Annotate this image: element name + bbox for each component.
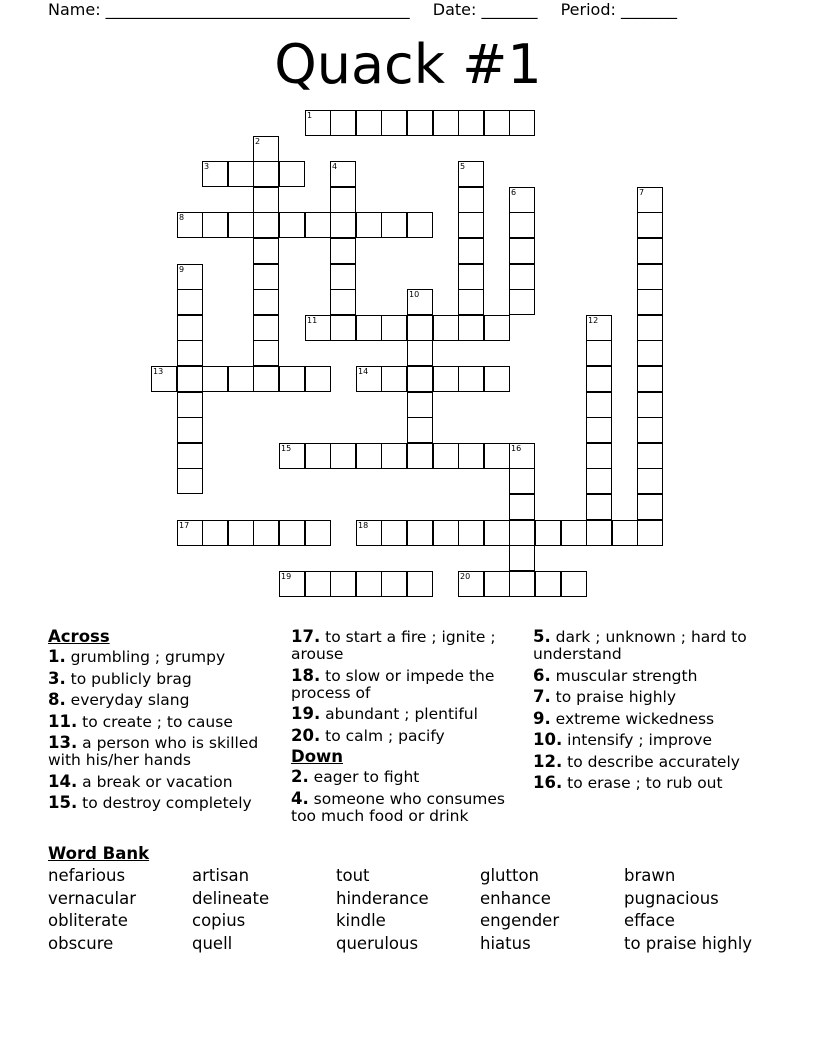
grid-cell[interactable] — [253, 136, 279, 162]
grid-cell[interactable] — [586, 366, 612, 392]
grid-cell[interactable] — [228, 212, 254, 238]
grid-cell[interactable] — [637, 520, 663, 546]
clue-item-text: abundant ; plentiful — [320, 705, 478, 723]
clue-item — [533, 774, 769, 792]
grid-cell[interactable] — [228, 366, 254, 392]
grid-cell[interactable] — [458, 571, 484, 597]
grid-cell[interactable] — [586, 315, 612, 341]
clue-number: 9 — [179, 265, 185, 274]
clue-item — [533, 667, 769, 685]
clue-number: 20 — [460, 572, 471, 581]
clue-item — [533, 753, 769, 771]
clue-item — [48, 734, 280, 769]
clue-item-number: 16. — [533, 773, 563, 792]
grid-cell[interactable] — [433, 366, 459, 392]
clue-number: 13 — [153, 367, 164, 376]
grid-cell[interactable] — [407, 366, 433, 392]
grid-cell[interactable] — [407, 571, 433, 597]
word-bank-item: nefarious — [48, 866, 126, 885]
grid-cell[interactable] — [305, 110, 331, 136]
grid-cell[interactable] — [535, 571, 561, 597]
clue-number: 16 — [511, 444, 522, 453]
clue-number: 19 — [281, 572, 292, 581]
grid-cell[interactable] — [381, 571, 407, 597]
grid-cell[interactable] — [177, 417, 203, 443]
grid-cell[interactable] — [253, 264, 279, 290]
word-bank-item: querulous — [336, 933, 419, 953]
clue-number: 12 — [588, 316, 599, 325]
grid-cell[interactable] — [253, 238, 279, 264]
down-heading: Down — [291, 747, 344, 766]
grid-cell[interactable] — [381, 315, 407, 341]
grid-cell[interactable] — [509, 289, 535, 315]
grid-cell[interactable] — [305, 212, 331, 238]
grid-cell[interactable] — [253, 289, 279, 315]
clue-item-number: 20. — [291, 725, 321, 745]
clue-item-text: dark ; unknown ; hard to understand — [533, 628, 747, 663]
grid-cell[interactable] — [253, 187, 279, 213]
clue-item — [533, 628, 769, 663]
grid-cell[interactable] — [177, 264, 203, 290]
clue-item — [48, 773, 280, 791]
clue-item-number: 6. — [533, 665, 551, 685]
word-bank-item: engender — [480, 911, 560, 930]
grid-cell[interactable] — [253, 366, 279, 392]
word-bank-item: brawn — [624, 866, 676, 885]
grid-cell[interactable] — [381, 520, 407, 546]
clue-item-text: a break or vacation — [77, 772, 233, 791]
clue-item-text: to calm ; pacify — [320, 726, 445, 745]
clue-number: 18 — [358, 521, 369, 530]
grid-cell[interactable] — [253, 161, 279, 187]
grid-cell[interactable] — [586, 417, 612, 443]
grid-cell[interactable] — [509, 520, 535, 546]
grid-cell[interactable] — [433, 315, 459, 341]
grid-cell[interactable] — [458, 238, 484, 264]
grid-cell[interactable] — [151, 366, 177, 392]
clue-number: 10 — [409, 290, 420, 299]
grid-cell[interactable] — [458, 366, 484, 392]
grid-cell[interactable] — [253, 340, 279, 366]
grid-cell[interactable] — [509, 264, 535, 290]
word-bank-item: pugnacious — [624, 888, 719, 908]
grid-cell[interactable] — [330, 289, 356, 315]
clue-item-text: everyday slang — [65, 691, 190, 709]
grid-cell[interactable] — [433, 443, 459, 469]
clue-item-number: 12. — [533, 751, 563, 771]
clue-number: 5 — [460, 162, 466, 171]
word-bank-item: delineate — [192, 888, 270, 908]
word-bank-item: to praise highly — [624, 933, 753, 953]
grid-cell[interactable] — [330, 443, 356, 469]
grid-cell[interactable] — [407, 520, 433, 546]
grid-cell[interactable] — [381, 110, 407, 136]
clue-column-2 — [291, 628, 531, 828]
grid-cell[interactable] — [228, 161, 254, 187]
grid-cell[interactable] — [586, 392, 612, 418]
word-bank — [48, 867, 788, 953]
word-bank-item: glutton — [480, 866, 540, 885]
grid-cell[interactable] — [202, 366, 228, 392]
clue-item-number: 11. — [48, 711, 78, 731]
grid-cell[interactable] — [637, 187, 663, 213]
grid-cell[interactable] — [407, 443, 433, 469]
grid-cell[interactable] — [202, 161, 228, 187]
grid-cell[interactable] — [458, 161, 484, 187]
clue-number: 1 — [307, 111, 313, 120]
clue-item — [48, 794, 280, 812]
grid-cell[interactable] — [637, 315, 663, 341]
clue-number: 6 — [511, 188, 517, 197]
grid-cell[interactable] — [305, 520, 331, 546]
grid-cell[interactable] — [535, 520, 561, 546]
grid-cell[interactable] — [637, 366, 663, 392]
grid-cell[interactable] — [356, 571, 382, 597]
grid-cell[interactable] — [509, 110, 535, 136]
grid-cell[interactable] — [253, 212, 279, 238]
clue-column-1 — [48, 628, 280, 816]
name-field[interactable]: Name: ______________________________________ — [48, 0, 410, 19]
grid-cell[interactable] — [637, 443, 663, 469]
clue-number: 8 — [179, 213, 185, 222]
grid-cell[interactable] — [330, 264, 356, 290]
grid-cell[interactable] — [637, 212, 663, 238]
grid-cell[interactable] — [637, 468, 663, 494]
grid-cell[interactable] — [612, 520, 638, 546]
clue-number: 4 — [332, 162, 338, 171]
clue-item — [48, 691, 280, 709]
clue-item-number: 8. — [48, 690, 66, 709]
clue-number: 2 — [255, 137, 261, 146]
grid-cell[interactable] — [330, 571, 356, 597]
clue-item-number: 5. — [533, 627, 551, 646]
clue-item-number: 1. — [48, 647, 66, 666]
clue-item-text: a person who is skilled with his/her hands — [48, 734, 259, 769]
clue-item-text: to publicly brag — [65, 669, 192, 688]
grid-cell[interactable] — [509, 238, 535, 264]
grid-cell[interactable] — [279, 366, 305, 392]
clue-item-number: 4. — [291, 788, 309, 808]
grid-cell[interactable] — [330, 110, 356, 136]
grid-cell[interactable] — [305, 315, 331, 341]
word-bank-item: quell — [192, 933, 233, 953]
word-bank-item: hiatus — [480, 933, 531, 953]
clue-item-text: to destroy completely — [77, 794, 252, 812]
clue-item-number: 2. — [291, 767, 309, 786]
clue-item-number: 10. — [533, 730, 563, 749]
grid-cell[interactable] — [305, 443, 331, 469]
grid-cell[interactable] — [381, 443, 407, 469]
grid-cell[interactable] — [458, 289, 484, 315]
grid-cell[interactable] — [356, 212, 382, 238]
grid-cell[interactable] — [458, 110, 484, 136]
clue-item-text: to slow or impede the process of — [291, 666, 495, 702]
grid-cell[interactable] — [586, 494, 612, 520]
clue-item — [291, 705, 531, 723]
clue-item-text: eager to fight — [308, 768, 420, 786]
clue-number: 14 — [358, 367, 369, 376]
grid-cell[interactable] — [177, 443, 203, 469]
clue-column-3 — [533, 628, 769, 796]
clue-item — [48, 670, 280, 688]
grid-cell[interactable] — [177, 392, 203, 418]
grid-cell[interactable] — [509, 443, 535, 469]
grid-cell[interactable] — [279, 161, 305, 187]
clue-item-text: to describe accurately — [562, 752, 740, 771]
grid-cell[interactable] — [484, 443, 510, 469]
clue-item-text: to create ; to cause — [77, 712, 233, 731]
clue-item — [291, 768, 531, 786]
grid-cell[interactable] — [356, 110, 382, 136]
clue-item-text: to erase ; to rub out — [562, 774, 723, 792]
grid-cell[interactable] — [458, 520, 484, 546]
clue-item — [48, 648, 280, 666]
grid-cell[interactable] — [356, 366, 382, 392]
grid-cell[interactable] — [407, 392, 433, 418]
grid-cell[interactable] — [330, 212, 356, 238]
grid-cell[interactable] — [637, 264, 663, 290]
grid-cell[interactable] — [381, 366, 407, 392]
across-heading: Across — [48, 627, 110, 646]
grid-cell[interactable] — [330, 187, 356, 213]
clue-item — [48, 713, 280, 731]
grid-cell[interactable] — [509, 571, 535, 597]
grid-cell[interactable] — [586, 468, 612, 494]
word-bank-item: obscure — [48, 933, 114, 953]
clue-number: 3 — [204, 162, 210, 171]
grid-cell[interactable] — [637, 417, 663, 443]
grid-cell[interactable] — [458, 443, 484, 469]
grid-cell[interactable] — [586, 340, 612, 366]
grid-cell[interactable] — [279, 443, 305, 469]
word-bank-item: efface — [624, 911, 675, 930]
grid-cell[interactable] — [253, 520, 279, 546]
clue-item — [533, 731, 769, 749]
clue-item-number: 7. — [533, 687, 551, 706]
date-field[interactable]: Date: _______ — [432, 0, 538, 19]
clue-item — [533, 688, 769, 706]
grid-cell[interactable] — [177, 340, 203, 366]
grid-cell[interactable] — [561, 571, 587, 597]
clue-item — [291, 628, 531, 663]
clue-number: 7 — [639, 188, 645, 197]
grid-cell[interactable] — [484, 315, 510, 341]
grid-cell[interactable] — [509, 187, 535, 213]
grid-cell[interactable] — [228, 520, 254, 546]
clue-item-text: grumbling ; grumpy — [65, 648, 226, 666]
word-bank-item: enhance — [480, 888, 551, 908]
grid-cell[interactable] — [484, 110, 510, 136]
grid-cell[interactable] — [356, 443, 382, 469]
clue-item-number: 19. — [291, 704, 321, 723]
word-bank-item: kindle — [336, 911, 386, 930]
grid-cell[interactable] — [177, 366, 203, 392]
word-bank-item: copius — [192, 911, 246, 930]
grid-cell[interactable] — [484, 571, 510, 597]
clue-item — [291, 790, 531, 825]
page-title: Quack #1 — [274, 33, 542, 96]
grid-cell[interactable] — [356, 520, 382, 546]
grid-cell[interactable] — [433, 520, 459, 546]
grid-cell[interactable] — [458, 264, 484, 290]
clue-item-text: muscular strength — [550, 666, 698, 685]
word-bank-item: vernacular — [48, 888, 136, 908]
grid-cell[interactable] — [433, 110, 459, 136]
word-bank-item: hinderance — [336, 888, 429, 908]
grid-cell[interactable] — [177, 212, 203, 238]
clue-number: 15 — [281, 444, 292, 453]
clue-number: 11 — [307, 316, 318, 325]
clue-item-text: extreme wickedness — [550, 709, 715, 728]
clue-item-number: 9. — [533, 708, 551, 728]
grid-cell[interactable] — [330, 238, 356, 264]
clue-number: 17 — [179, 521, 190, 530]
grid-cell[interactable] — [458, 315, 484, 341]
clue-item-text: to start a fire ; ignite ; arouse — [291, 628, 496, 663]
grid-cell[interactable] — [407, 315, 433, 341]
grid-cell[interactable] — [253, 315, 279, 341]
grid-cell[interactable] — [305, 366, 331, 392]
grid-cell[interactable] — [177, 520, 203, 546]
grid-cell[interactable] — [407, 289, 433, 315]
grid-cell[interactable] — [381, 212, 407, 238]
grid-cell[interactable] — [407, 110, 433, 136]
clue-item-number: 17. — [291, 627, 321, 646]
grid-cell[interactable] — [509, 545, 535, 571]
grid-cell[interactable] — [509, 494, 535, 520]
grid-cell[interactable] — [586, 443, 612, 469]
word-bank-item: artisan — [192, 866, 250, 885]
clue-item — [291, 727, 531, 745]
clue-item-number: 13. — [48, 733, 78, 752]
clue-item-text: intensify ; improve — [562, 731, 713, 749]
clue-item — [291, 667, 531, 702]
word-bank-title: Word Bank — [48, 844, 150, 863]
grid-cell[interactable] — [177, 289, 203, 315]
grid-cell[interactable] — [637, 494, 663, 520]
clue-item-text: to praise highly — [550, 688, 676, 706]
grid-cell[interactable] — [407, 212, 433, 238]
grid-cell[interactable] — [637, 340, 663, 366]
grid-cell[interactable] — [330, 161, 356, 187]
grid-cell[interactable] — [356, 315, 382, 341]
grid-cell[interactable] — [202, 520, 228, 546]
clue-item-number: 18. — [291, 665, 321, 685]
grid-cell[interactable] — [407, 340, 433, 366]
word-bank-item: tout — [336, 866, 370, 885]
grid-cell[interactable] — [586, 520, 612, 546]
grid-cell[interactable] — [561, 520, 587, 546]
grid-cell[interactable] — [407, 417, 433, 443]
grid-cell[interactable] — [484, 520, 510, 546]
grid-cell[interactable] — [202, 212, 228, 238]
clue-item-number: 15. — [48, 793, 78, 812]
grid-cell[interactable] — [509, 468, 535, 494]
word-bank-item: obliterate — [48, 911, 128, 930]
clue-item-number: 3. — [48, 668, 66, 688]
grid-cell[interactable] — [484, 366, 510, 392]
grid-cell[interactable] — [330, 315, 356, 341]
grid-cell[interactable] — [458, 212, 484, 238]
grid-cell[interactable] — [458, 187, 484, 213]
grid-cell[interactable] — [637, 392, 663, 418]
grid-cell[interactable] — [509, 212, 535, 238]
grid-cell[interactable] — [637, 238, 663, 264]
grid-cell[interactable] — [279, 571, 305, 597]
clue-item — [533, 710, 769, 728]
clue-item-text: someone who consumes too much food or drink — [291, 789, 505, 825]
grid-cell[interactable] — [279, 520, 305, 546]
clue-item-number: 14. — [48, 771, 78, 791]
grid-cell[interactable] — [637, 289, 663, 315]
period-field[interactable]: Period: _______ — [560, 0, 677, 19]
grid-cell[interactable] — [177, 315, 203, 341]
grid-cell[interactable] — [305, 571, 331, 597]
grid-cell[interactable] — [177, 468, 203, 494]
grid-cell[interactable] — [279, 212, 305, 238]
